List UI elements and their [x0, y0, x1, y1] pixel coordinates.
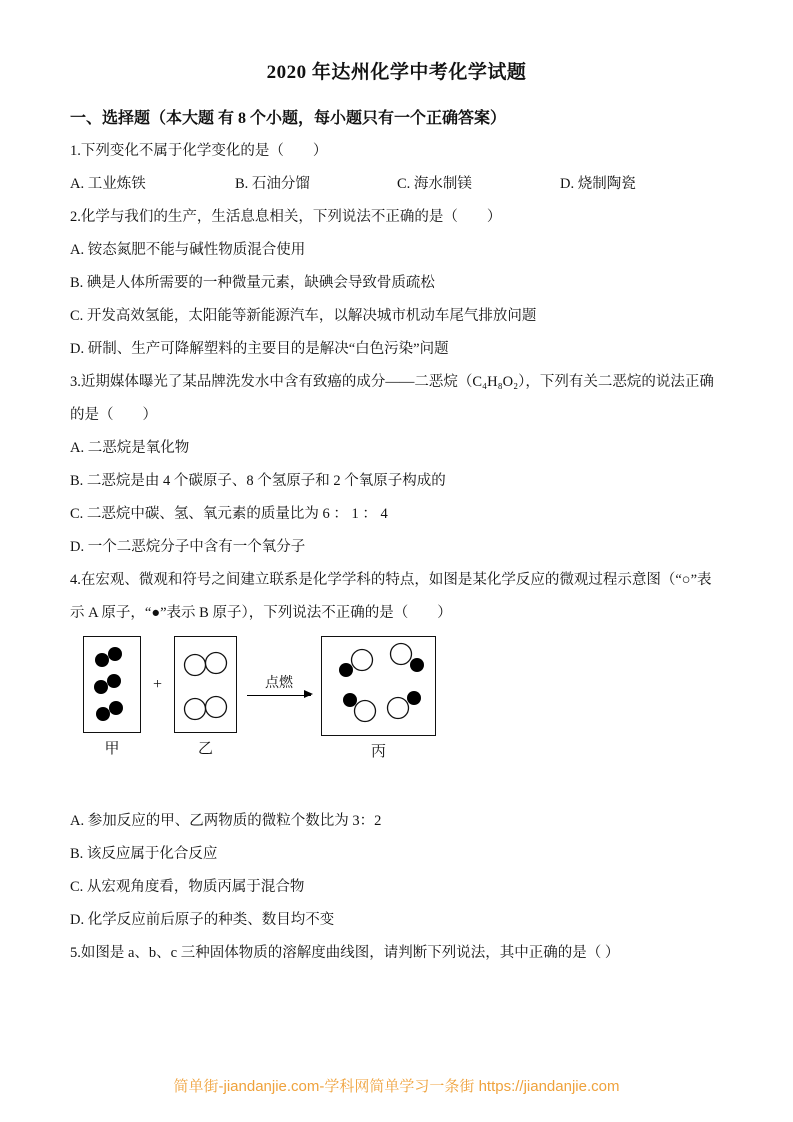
question-3-option-c: C. 二恶烷中碳、氢、氧元素的质量比为 6 ： 1 ： 4	[70, 506, 388, 522]
question-2-option-c: C. 开发高效氢能，太阳能等新能源汽车，以解决城市机动车尾气排放问题	[70, 308, 537, 324]
question-4	[70, 564, 723, 937]
question-2-option-d: D. 研制、生产可降解塑料的主要目的是解决“白色污染”问题	[70, 341, 449, 357]
arrow-icon	[247, 695, 311, 696]
jia-box	[83, 636, 141, 733]
question-2-option-a: A. 铵态氮肥不能与碱性物质混合使用	[70, 242, 306, 258]
yi-molecules-graphic	[175, 637, 238, 734]
question-1-options	[70, 168, 723, 201]
page-title: 2020 年达州化学中考化学试题	[266, 62, 527, 83]
question-5	[70, 937, 723, 970]
reaction-arrow	[247, 636, 311, 733]
question-5-stem: 5.如图是 a、b、c 三种固体物质的溶解度曲线图，请判断下列说法，其中正确的是（ ）	[70, 945, 620, 961]
footer-watermark: 简单街-jiandanjie.com-学科网简单学习一条街 https://jiandanjie.com	[173, 1078, 620, 1095]
question-3-stem: 3.近期媒体曝光了某品牌洗发水中含有致癌的成分——二恶烷（C₄H₈O₂），下列有关二恶烷的说法正确的是（ ）	[70, 374, 714, 423]
yi-label: 乙	[198, 741, 214, 757]
arrow-condition-label: 点燃	[265, 675, 294, 691]
a2-molecule	[185, 697, 227, 720]
plus-sign: +	[153, 675, 163, 693]
jia-label: 甲	[104, 741, 120, 757]
question-2	[70, 201, 723, 366]
yi-box	[174, 636, 237, 733]
question-4-option-d: D. 化学反应前后原子的种类、数目均不变	[70, 912, 335, 928]
section-heading: 一、选择题（本大题 有 8 个小题，每小题只有一个正确答案）	[70, 110, 507, 127]
question-4-option-c: C. 从宏观角度看，物质丙属于混合物	[70, 879, 305, 895]
question-1-option-b: B. 石油分馏	[235, 176, 310, 192]
bing-molecules-graphic	[322, 637, 437, 737]
ab-molecule	[343, 693, 376, 722]
ab-molecule	[391, 644, 425, 673]
question-3-option-b: B. 二恶烷是由 4 个碳原子、8 个氢原子和 2 个氧原子构成的	[70, 473, 446, 489]
reactant-yi	[174, 636, 237, 758]
question-1-option-d: D. 烧制陶瓷	[560, 176, 636, 192]
question-1	[70, 135, 723, 201]
bing-box	[321, 636, 436, 736]
bing-label: 丙	[371, 744, 387, 760]
question-3-option-d: D. 一个二恶烷分子中含有一个氧分子	[70, 539, 306, 555]
reactant-jia	[83, 636, 141, 758]
b2-molecule	[95, 647, 122, 667]
jia-molecules-graphic	[84, 637, 142, 734]
question-3-option-a: A. 二恶烷是氧化物	[70, 440, 190, 456]
question-1-option-c: C. 海水制镁	[397, 176, 472, 192]
question-4-stem: 4.在宏观、微观和符号之间建立联系是化学学科的特点，如图是某化学反应的微观过程示意图（“○”表示 A 原子，“●”表示 B 原子），下列说法不正确的是（ ）	[70, 572, 712, 621]
a2-molecule	[185, 653, 227, 676]
question-4-option-b: B. 该反应属于化合反应	[70, 846, 218, 862]
question-2-stem: 2.化学与我们的生产，生活息息相关，下列说法不正确的是（ ）	[70, 209, 502, 225]
question-1-option-a: A. 工业炼铁	[70, 176, 146, 192]
question-4-option-a: A. 参加反应的甲、乙两物质的微粒个数比为 3：2	[70, 813, 382, 829]
question-1-stem: 1.下列变化不属于化学变化的是（ ）	[70, 143, 328, 159]
ab-molecule	[339, 650, 373, 678]
product-bing	[321, 636, 436, 761]
question-3	[70, 366, 723, 564]
b2-molecule	[96, 701, 123, 721]
b2-molecule	[94, 674, 121, 694]
question-2-option-b: B. 碘是人体所需要的一种微量元素，缺碘会导致骨质疏松	[70, 275, 435, 291]
reaction-diagram	[83, 636, 723, 761]
ab-molecule	[388, 691, 422, 719]
